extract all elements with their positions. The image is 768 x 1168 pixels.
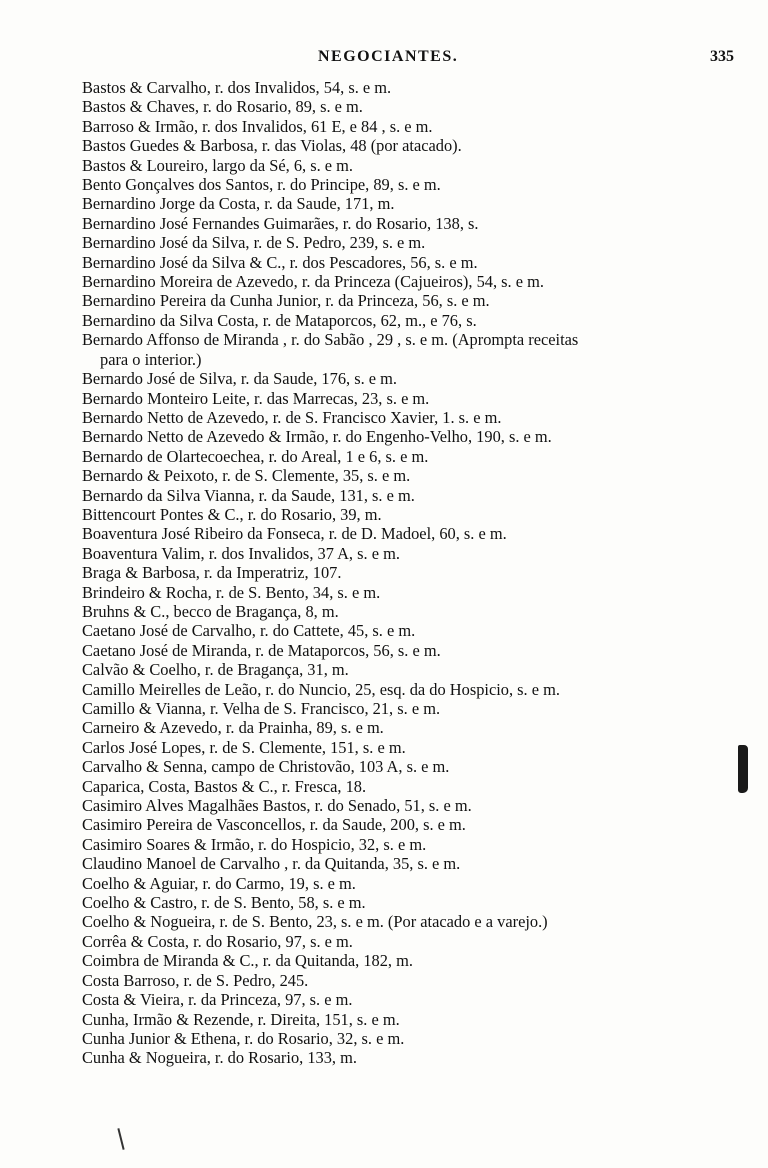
entry-text: Bernardo da Silva Vianna, r. da Saude, 131, s. e m. [82, 485, 415, 505]
entry-text: Barroso & Irmão, r. dos Invalidos, 61 E, e 84 , s. e m. [82, 116, 433, 136]
pencil-mark [117, 1128, 124, 1150]
entry-text: Bernardino Jorge da Costa, r. da Saude, 171, m. [82, 194, 395, 214]
list-item [82, 311, 734, 330]
list-item [82, 486, 734, 505]
entry-text: Bernardino Moreira de Azevedo, r. da Princeza (Cajueiros), 54, s. e m. [82, 272, 544, 292]
entry-text: Cunha Junior & Ethena, r. do Rosario, 32, s. e m. [82, 1028, 405, 1048]
list-item [82, 505, 734, 524]
list-item [82, 699, 734, 718]
merchant-list [82, 78, 734, 1068]
ink-blot [738, 745, 748, 793]
entry-text: Bernardo José de Silva, r. da Saude, 176, s. e m. [82, 369, 398, 389]
list-item [82, 214, 734, 233]
list-item [82, 718, 734, 737]
list-item [82, 175, 734, 194]
list-item [82, 815, 734, 834]
list-item [82, 291, 734, 310]
list-item [82, 1029, 734, 1048]
list-item [82, 78, 734, 97]
entry-text: Bernardo & Peixoto, r. de S. Clemente, 35, s. e m. [82, 466, 411, 486]
entry-text: Camillo & Vianna, r. Velha de S. Francisco, 21, s. e m. [82, 699, 441, 718]
page-title: NEGOCIANTES. [318, 48, 459, 65]
entry-text: Bernardino José da Silva & C., r. dos Pescadores, 56, s. e m. [82, 252, 478, 272]
list-item [82, 117, 734, 136]
list-item [82, 233, 734, 252]
entry-text: Carvalho & Senna, campo de Christovão, 103 A, s. e m. [82, 757, 450, 777]
entry-text: Cunha, Irmão & Rezende, r. Direita, 151, s. e m. [82, 1009, 400, 1029]
entry-text: Bernardo Monteiro Leite, r. das Marrecas, 23, s. e m. [82, 388, 430, 408]
entry-continuation: para o interior.) [100, 349, 202, 369]
entry-text: Bernardo Netto de Azevedo & Irmão, r. do Engenho-Velho, 190, s. e m. [82, 427, 552, 447]
entry-text: Bernardino José da Silva, r. de S. Pedro, 239, s. e m. [82, 233, 426, 253]
list-item [82, 330, 734, 369]
entry-text: Claudino Manoel de Carvalho , r. da Quitanda, 35, s. e m. [82, 854, 461, 874]
entry-text: Coimbra de Miranda & C., r. da Quitanda, 182, m. [82, 951, 413, 971]
entry-text: Caetano José de Carvalho, r. do Cattete, 45, s. e m. [82, 621, 416, 641]
list-item [82, 369, 734, 388]
list-item [82, 524, 734, 543]
list-item [82, 583, 734, 602]
list-item [82, 893, 734, 912]
entry-text: Bastos & Chaves, r. do Rosario, 89, s. e m. [82, 97, 363, 117]
list-item [82, 854, 734, 873]
list-item [82, 544, 734, 563]
entry-text: Costa & Vieira, r. da Princeza, 97, s. e m. [82, 990, 353, 1010]
entry-text: Brindeiro & Rocha, r. de S. Bento, 34, s. e m. [82, 582, 381, 602]
entry-text: Bernardo Affonso de Miranda , r. do Sabão , 29 , s. e m. (Aprompta receitas [82, 330, 579, 350]
list-item [82, 757, 734, 776]
list-item [82, 389, 734, 408]
list-item [82, 466, 734, 485]
list-item [82, 563, 734, 582]
entry-text: Bastos & Carvalho, r. dos Invalidos, 54, s. e m. [82, 78, 392, 97]
list-item [82, 951, 734, 970]
entry-text: Bernardino da Silva Costa, r. de Mataporcos, 62, m., e 76, s. [82, 310, 477, 330]
entry-text: Carlos José Lopes, r. de S. Clemente, 151, s. e m. [82, 737, 406, 757]
entry-text: Bernardino José Fernandes Guimarães, r. do Rosario, 138, s. [82, 213, 479, 233]
entry-text: Coelho & Castro, r. de S. Bento, 58, s. e m. [82, 893, 366, 913]
entry-text: Bittencourt Pontes & C., r. do Rosario, 39, m. [82, 504, 382, 524]
entry-text: Bernardo de Olartecoechea, r. do Areal, 1 e 6, s. e m. [82, 446, 429, 466]
entry-text: Boaventura Valim, r. dos Invalidos, 37 A, s. e m. [82, 543, 400, 563]
entry-text: Bernardino Pereira da Cunha Junior, r. da Princeza, 56, s. e m. [82, 291, 490, 311]
entry-text: Cunha & Nogueira, r. do Rosario, 133, m. [82, 1048, 357, 1068]
list-item [82, 738, 734, 757]
entry-text: Bento Gonçalves dos Santos, r. do Principe, 89, s. e m. [82, 175, 441, 195]
list-item [82, 835, 734, 854]
entry-text: Calvão & Coelho, r. de Bragança, 31, m. [82, 660, 349, 680]
list-item [82, 777, 734, 796]
entry-text: Bruhns & C., becco de Bragança, 8, m. [82, 601, 339, 621]
entry-text: Casimiro Pereira de Vasconcellos, r. da Saude, 200, s. e m. [82, 815, 466, 835]
entry-text: Coelho & Nogueira, r. de S. Bento, 23, s. e m. (Por atacado e a varejo.) [82, 912, 548, 932]
entry-text: Braga & Barbosa, r. da Imperatriz, 107. [82, 563, 342, 583]
entry-text: Coelho & Aguiar, r. do Carmo, 19, s. e m. [82, 873, 356, 893]
list-item [82, 641, 734, 660]
page-number: 335 [710, 48, 734, 65]
list-item [82, 874, 734, 893]
list-item [82, 1048, 734, 1067]
list-item [82, 136, 734, 155]
list-item [82, 932, 734, 951]
list-item [82, 602, 734, 621]
entry-text: Caparica, Costa, Bastos & C., r. Fresca, 18. [82, 776, 367, 796]
list-item [82, 427, 734, 446]
list-item [82, 621, 734, 640]
entry-text: Bastos & Loureiro, largo da Sé, 6, s. e m. [82, 155, 354, 175]
list-item [82, 912, 734, 931]
list-item [82, 194, 734, 213]
list-item [82, 447, 734, 466]
list-item [82, 156, 734, 175]
list-item [82, 680, 734, 699]
entry-text: Camillo Meirelles de Leão, r. do Nuncio, 25, esq. da do Hospicio, s. e m. [82, 679, 560, 699]
entry-text: Casimiro Alves Magalhães Bastos, r. do Senado, 51, s. e m. [82, 796, 472, 816]
entry-text: Caetano José de Miranda, r. de Mataporcos, 56, s. e m. [82, 640, 441, 660]
entry-text: Costa Barroso, r. de S. Pedro, 245. [82, 970, 309, 990]
entry-text: Carneiro & Azevedo, r. da Prainha, 89, s. e m. [82, 718, 384, 738]
list-item [82, 660, 734, 679]
list-item [82, 1010, 734, 1029]
list-item [82, 272, 734, 291]
list-item [82, 253, 734, 272]
list-item [82, 796, 734, 815]
entry-text: Bernardo Netto de Azevedo, r. de S. Francisco Xavier, 1. s. e m. [82, 407, 502, 427]
entry-text: Bastos Guedes & Barbosa, r. das Violas, 48 (por atacado). [82, 136, 462, 156]
list-item [82, 990, 734, 1009]
list-item [82, 408, 734, 427]
running-head [0, 48, 768, 72]
entry-text: Casimiro Soares & Irmão, r. do Hospicio, 32, s. e m. [82, 834, 427, 854]
list-item [82, 971, 734, 990]
entry-text: Boaventura José Ribeiro da Fonseca, r. de D. Madoel, 60, s. e m. [82, 524, 507, 544]
list-item [82, 97, 734, 116]
entry-text: Corrêa & Costa, r. do Rosario, 97, s. e m. [82, 931, 353, 951]
